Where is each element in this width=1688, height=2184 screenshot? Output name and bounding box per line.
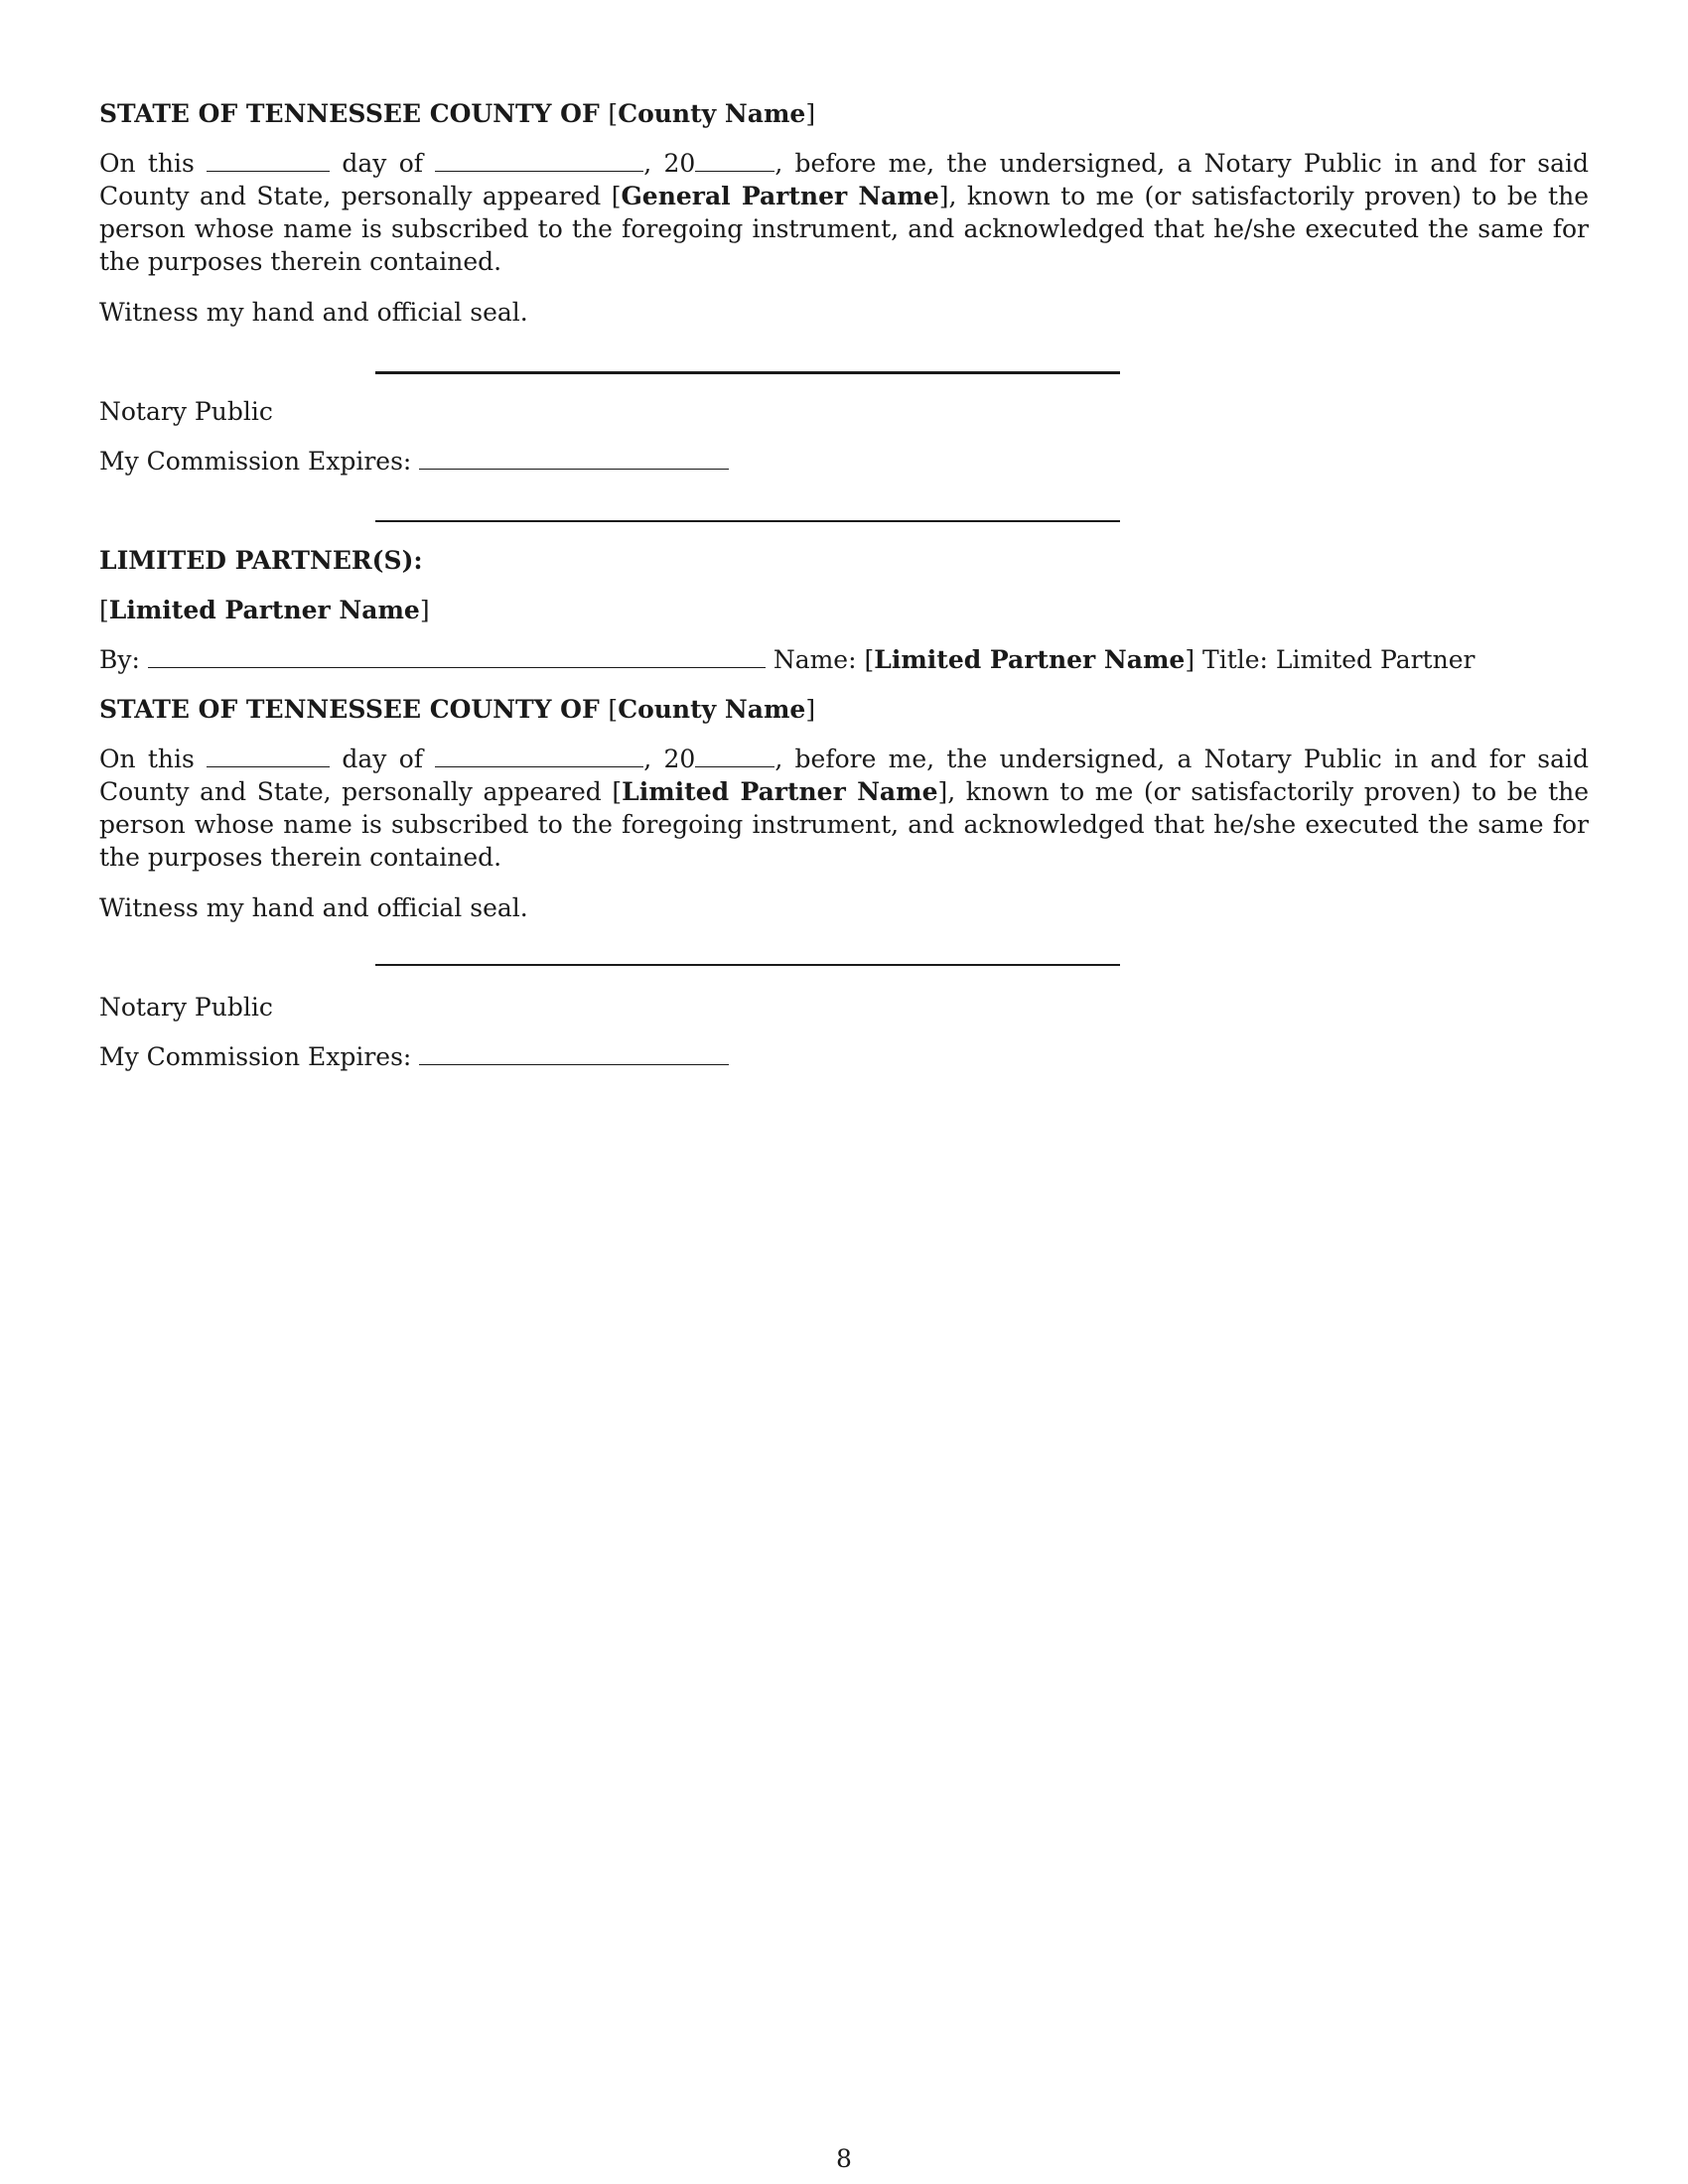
commission-expires-2: My Commission Expires: [99,1040,729,1073]
signature-blank[interactable] [148,645,766,668]
acknowledgment-paragraph-1: On this day of , 20 , before me, the undersigned, a Notary Public in and for said County and State, personally appeared [General Partner Name], known to me (or satisfactorily proven) to be the person whose name is subscribed to the foregoing instrument, and acknowledged that he/she executed the same for the purposes therein contained. [99,149,1589,276]
commission-date-blank[interactable] [419,1042,729,1065]
limited-partners-heading: LIMITED PARTNER(S): [99,546,423,575]
notary-signature-line-1[interactable] [375,371,1120,374]
state-county-heading-1: STATE OF TENNESSEE COUNTY OF [County Name] [99,99,816,128]
limited-partner-signature-line: By: Name: [Limited Partner Name] Title: Limited Partner [99,645,1476,674]
witness-line-2: Witness my hand and official seal. [99,893,528,922]
year-blank[interactable] [695,745,774,767]
commission-date-blank[interactable] [419,447,729,470]
state-county-heading-2: STATE OF TENNESSEE COUNTY OF [County Name] [99,695,816,724]
notary-public-label-2: Notary Public [99,993,273,1022]
section-divider-line [375,520,1120,522]
month-blank[interactable] [435,149,643,172]
page-number: 8 [836,2144,852,2173]
notary-signature-line-2[interactable] [375,964,1120,966]
notary-public-label-1: Notary Public [99,397,273,426]
commission-expires-1: My Commission Expires: [99,445,729,478]
month-blank[interactable] [435,745,643,767]
day-blank[interactable] [207,745,330,767]
year-blank[interactable] [695,149,774,172]
witness-line-1: Witness my hand and official seal. [99,298,528,327]
limited-partner-name: [Limited Partner Name] [99,596,430,624]
acknowledgment-paragraph-2: On this day of , 20 , before me, the undersigned, a Notary Public in and for said County and State, personally appeared [Limited Partner Name], known to me (or satisfactorily proven) to be the person whose name is subscribed to the foregoing instrument, and acknowledged that he/she executed the same for the purposes therein contained. [99,745,1590,872]
day-blank[interactable] [207,149,330,172]
